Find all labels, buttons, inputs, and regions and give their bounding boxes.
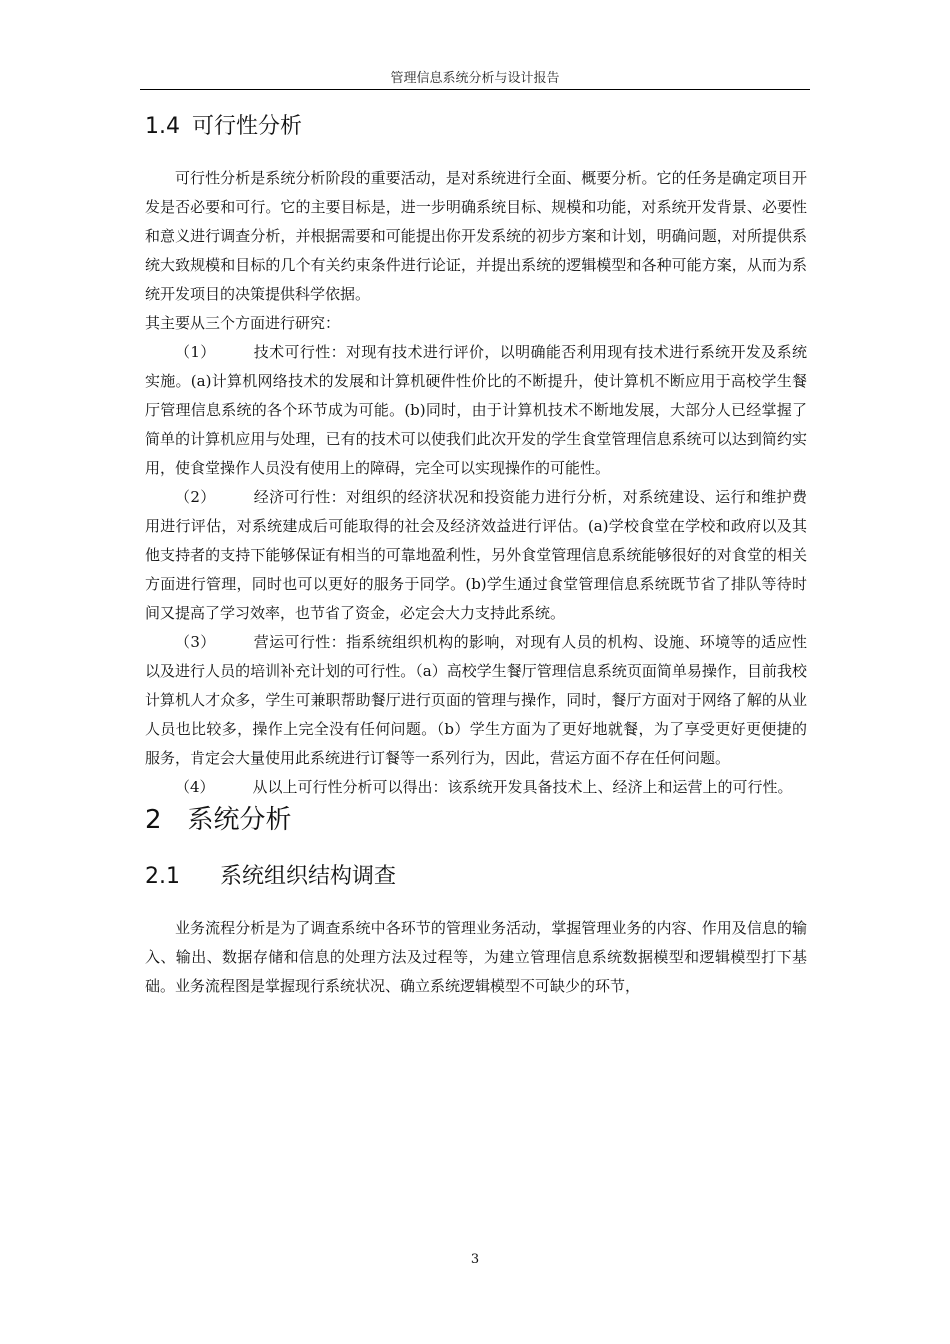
list-marker: （4） xyxy=(175,778,215,796)
paragraph: 可行性分析是系统分析阶段的重要活动，是对系统进行全面、概要分析。它的任务是确定项目开发是否必要和可行。它的主要目标是，进一步明确系统目标、规模和功能，对系统开发背景、必要性和意义进行调查分析，并根据需要和可能提出你开发系统的初步方案和计划，明确问题，对所提供系统大致规模和目标的几个有关约束条件进行论证，并提出系统的逻辑模型和各种可能方案，从而为系统开发项目的决策提供科学依据。 xyxy=(145,169,807,303)
list-item xyxy=(145,628,807,773)
list-item-text: 经济可行性：对组织的经济状况和投资能力进行分析，对系统建设、运行和维护费用进行评估，对系统建成后可能取得的社会及经济效益进行评估。(a)学校食堂在学校和政府以及其他支持者的支持下能够保证有相当的可靠地盈利性，另外食堂管理信息系统能够很好的对食堂的相关方面进行管理，同时也可以更好的服务于同学。(b)学生通过食堂管理信息系统既节省了排队等待时间又提高了学习效率，也节省了资金，必定会大力支持此系统。 xyxy=(145,488,807,622)
chapter-title: 系统分析 xyxy=(187,805,292,835)
section-heading-2-1 xyxy=(145,862,807,892)
list-item-text: 从以上可行性分析可以得出：该系统开发具备技术上、经济上和运营上的可行性。 xyxy=(252,778,793,796)
section-title: 可行性分析 xyxy=(192,114,303,139)
section-title: 系统组织结构调查 xyxy=(220,864,397,889)
list-marker: （1） xyxy=(175,343,216,361)
list-item-text: 营运可行性：指系统组织机构的影响，对现有人员的机构、设施、环境等的适应性以及进行人员的培训补充计划的可行性。（a）高校学生餐厅管理信息系统页面简单易操作，目前我校计算机人才众多，学生可兼职帮助餐厅进行页面的管理与操作，同时，餐厅方面对于网络了解的从业人员也比较多，操作上完全没有任何问题。（b）学生方面为了更好地就餐，为了享受更好更便捷的服务，肯定会大量使用此系统进行订餐等一系列行为，因此，营运方面不存在任何问题。 xyxy=(145,633,807,767)
page-content xyxy=(145,112,807,1001)
list-item xyxy=(145,483,807,628)
section-number: 2.1 xyxy=(145,864,180,889)
list-item-text: 技术可行性：对现有技术进行评价，以明确能否利用现有技术进行系统开发及系统实施。(a)计算机网络技术的发展和计算机硬件性价比的不断提升，使计算机不断应用于高校学生餐厅管理信息系统的各个环节成为可能。(b)同时，由于计算机技术不断地发展，大部分人已经掌握了简单的计算机应用与处理，已有的技术可以使我们此次开发的学生食堂管理信息系统可以达到简约实用，使食堂操作人员没有使用上的障碍，完全可以实现操作的可能性。 xyxy=(145,343,807,477)
list-marker: （2） xyxy=(175,488,216,506)
chapter-number: 2 xyxy=(145,805,162,835)
paragraph: 其主要从三个方面进行研究： xyxy=(145,314,341,332)
list-item xyxy=(145,338,807,483)
running-header: 管理信息系统分析与设计报告 xyxy=(390,71,560,86)
chapter-heading-2 xyxy=(145,802,807,838)
paragraph: 业务流程分析是为了调查系统中各环节的管理业务活动，掌握管理业务的内容、作用及信息的输入、输出、数据存储和信息的处理方法及过程等，为建立管理信息系统数据模型和逻辑模型打下基础。业务流程图是掌握现行系统状况、确立系统逻辑模型不可缺少的环节， xyxy=(145,919,807,995)
section-heading-1-4 xyxy=(145,112,807,142)
page-number: 3 xyxy=(470,1252,480,1267)
header-rule xyxy=(140,89,810,90)
list-item xyxy=(145,773,807,802)
section-number: 1.4 xyxy=(145,114,180,139)
list-marker: （3） xyxy=(175,633,216,651)
